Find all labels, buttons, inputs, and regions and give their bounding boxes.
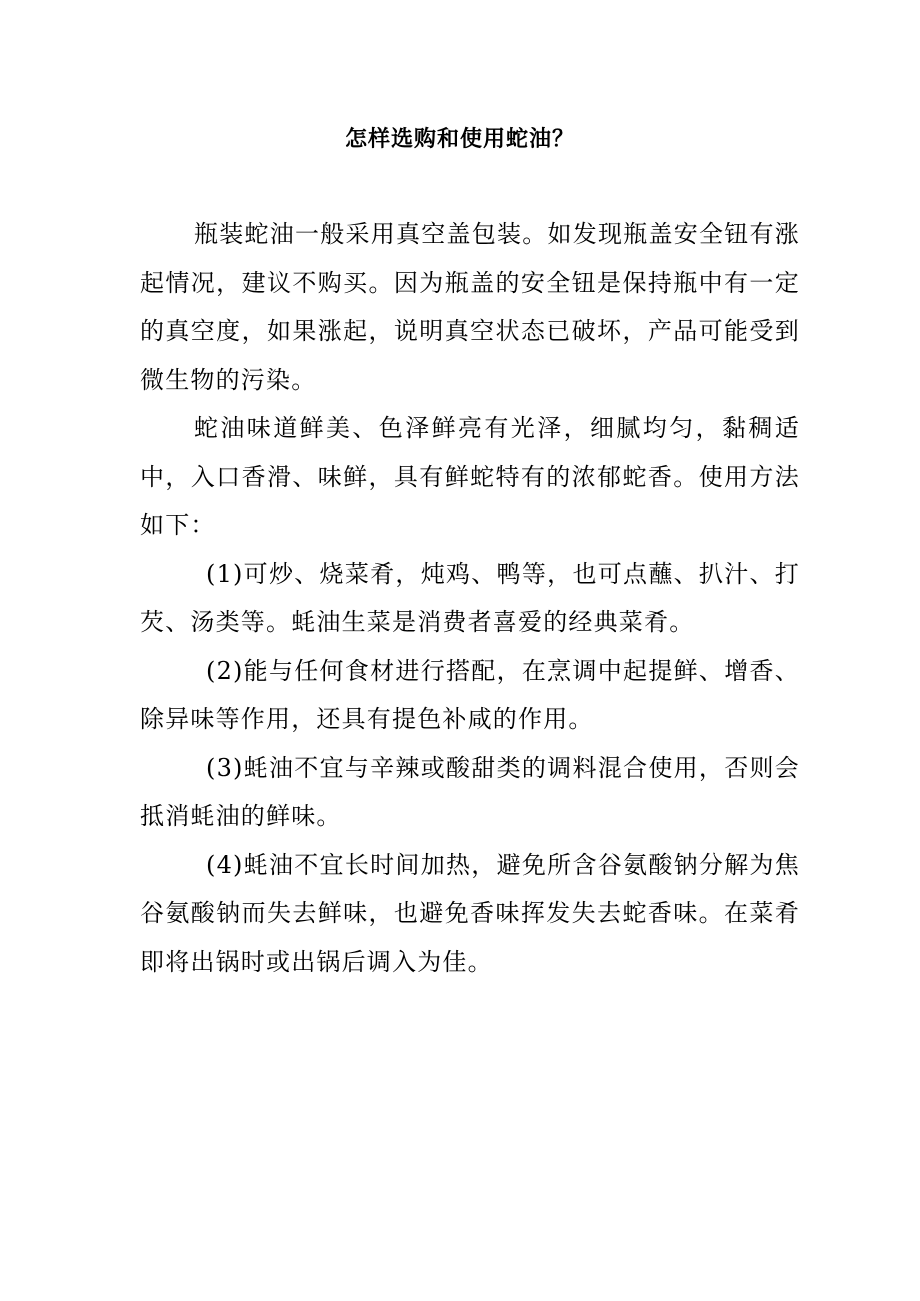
paragraph-product-description: 蛇油味道鲜美、色泽鲜亮有光泽，细腻均匀，黏稠适中，入口香滑、味鲜，具有鲜蛇特有的浓郁蛇香。使用方法如下： (140, 414, 800, 539)
paragraph-usage-2: (2)能与任何食材进行搭配，在烹调中起提鲜、增香、除异味等作用，还具有提色补咸的作用。 (140, 656, 800, 733)
page-title: 怎样选购和使用蛇油？ (344, 127, 575, 152)
paragraph-usage-4: (4)蚝油不宜长时间加热，避免所含谷氨酸钠分解为焦谷氨酸钠而失去鲜味，也避免香味挥发失去蛇香味。在菜肴即将出锅时或出锅后调入为佳。 (140, 850, 800, 976)
paragraph-usage-1: (1)可炒、烧菜肴，炖鸡、鸭等，也可点蘸、扒汁、打芡、汤类等。蚝油生菜是消费者喜爱的经典菜肴。 (140, 559, 800, 636)
paragraph-purchase-advice: 瓶装蛇油一般采用真空盖包装。如发现瓶盖安全钮有涨起情况，建议不购买。因为瓶盖的安全钮是保持瓶中有一定的真空度，如果涨起，说明真空状态已破坏，产品可能受到微生物的污染。 (140, 220, 800, 394)
paragraph-usage-3: (3)蚝油不宜与辛辣或酸甜类的调料混合使用，否则会抵消蚝油的鲜味。 (140, 753, 800, 830)
document-body (140, 210, 800, 986)
